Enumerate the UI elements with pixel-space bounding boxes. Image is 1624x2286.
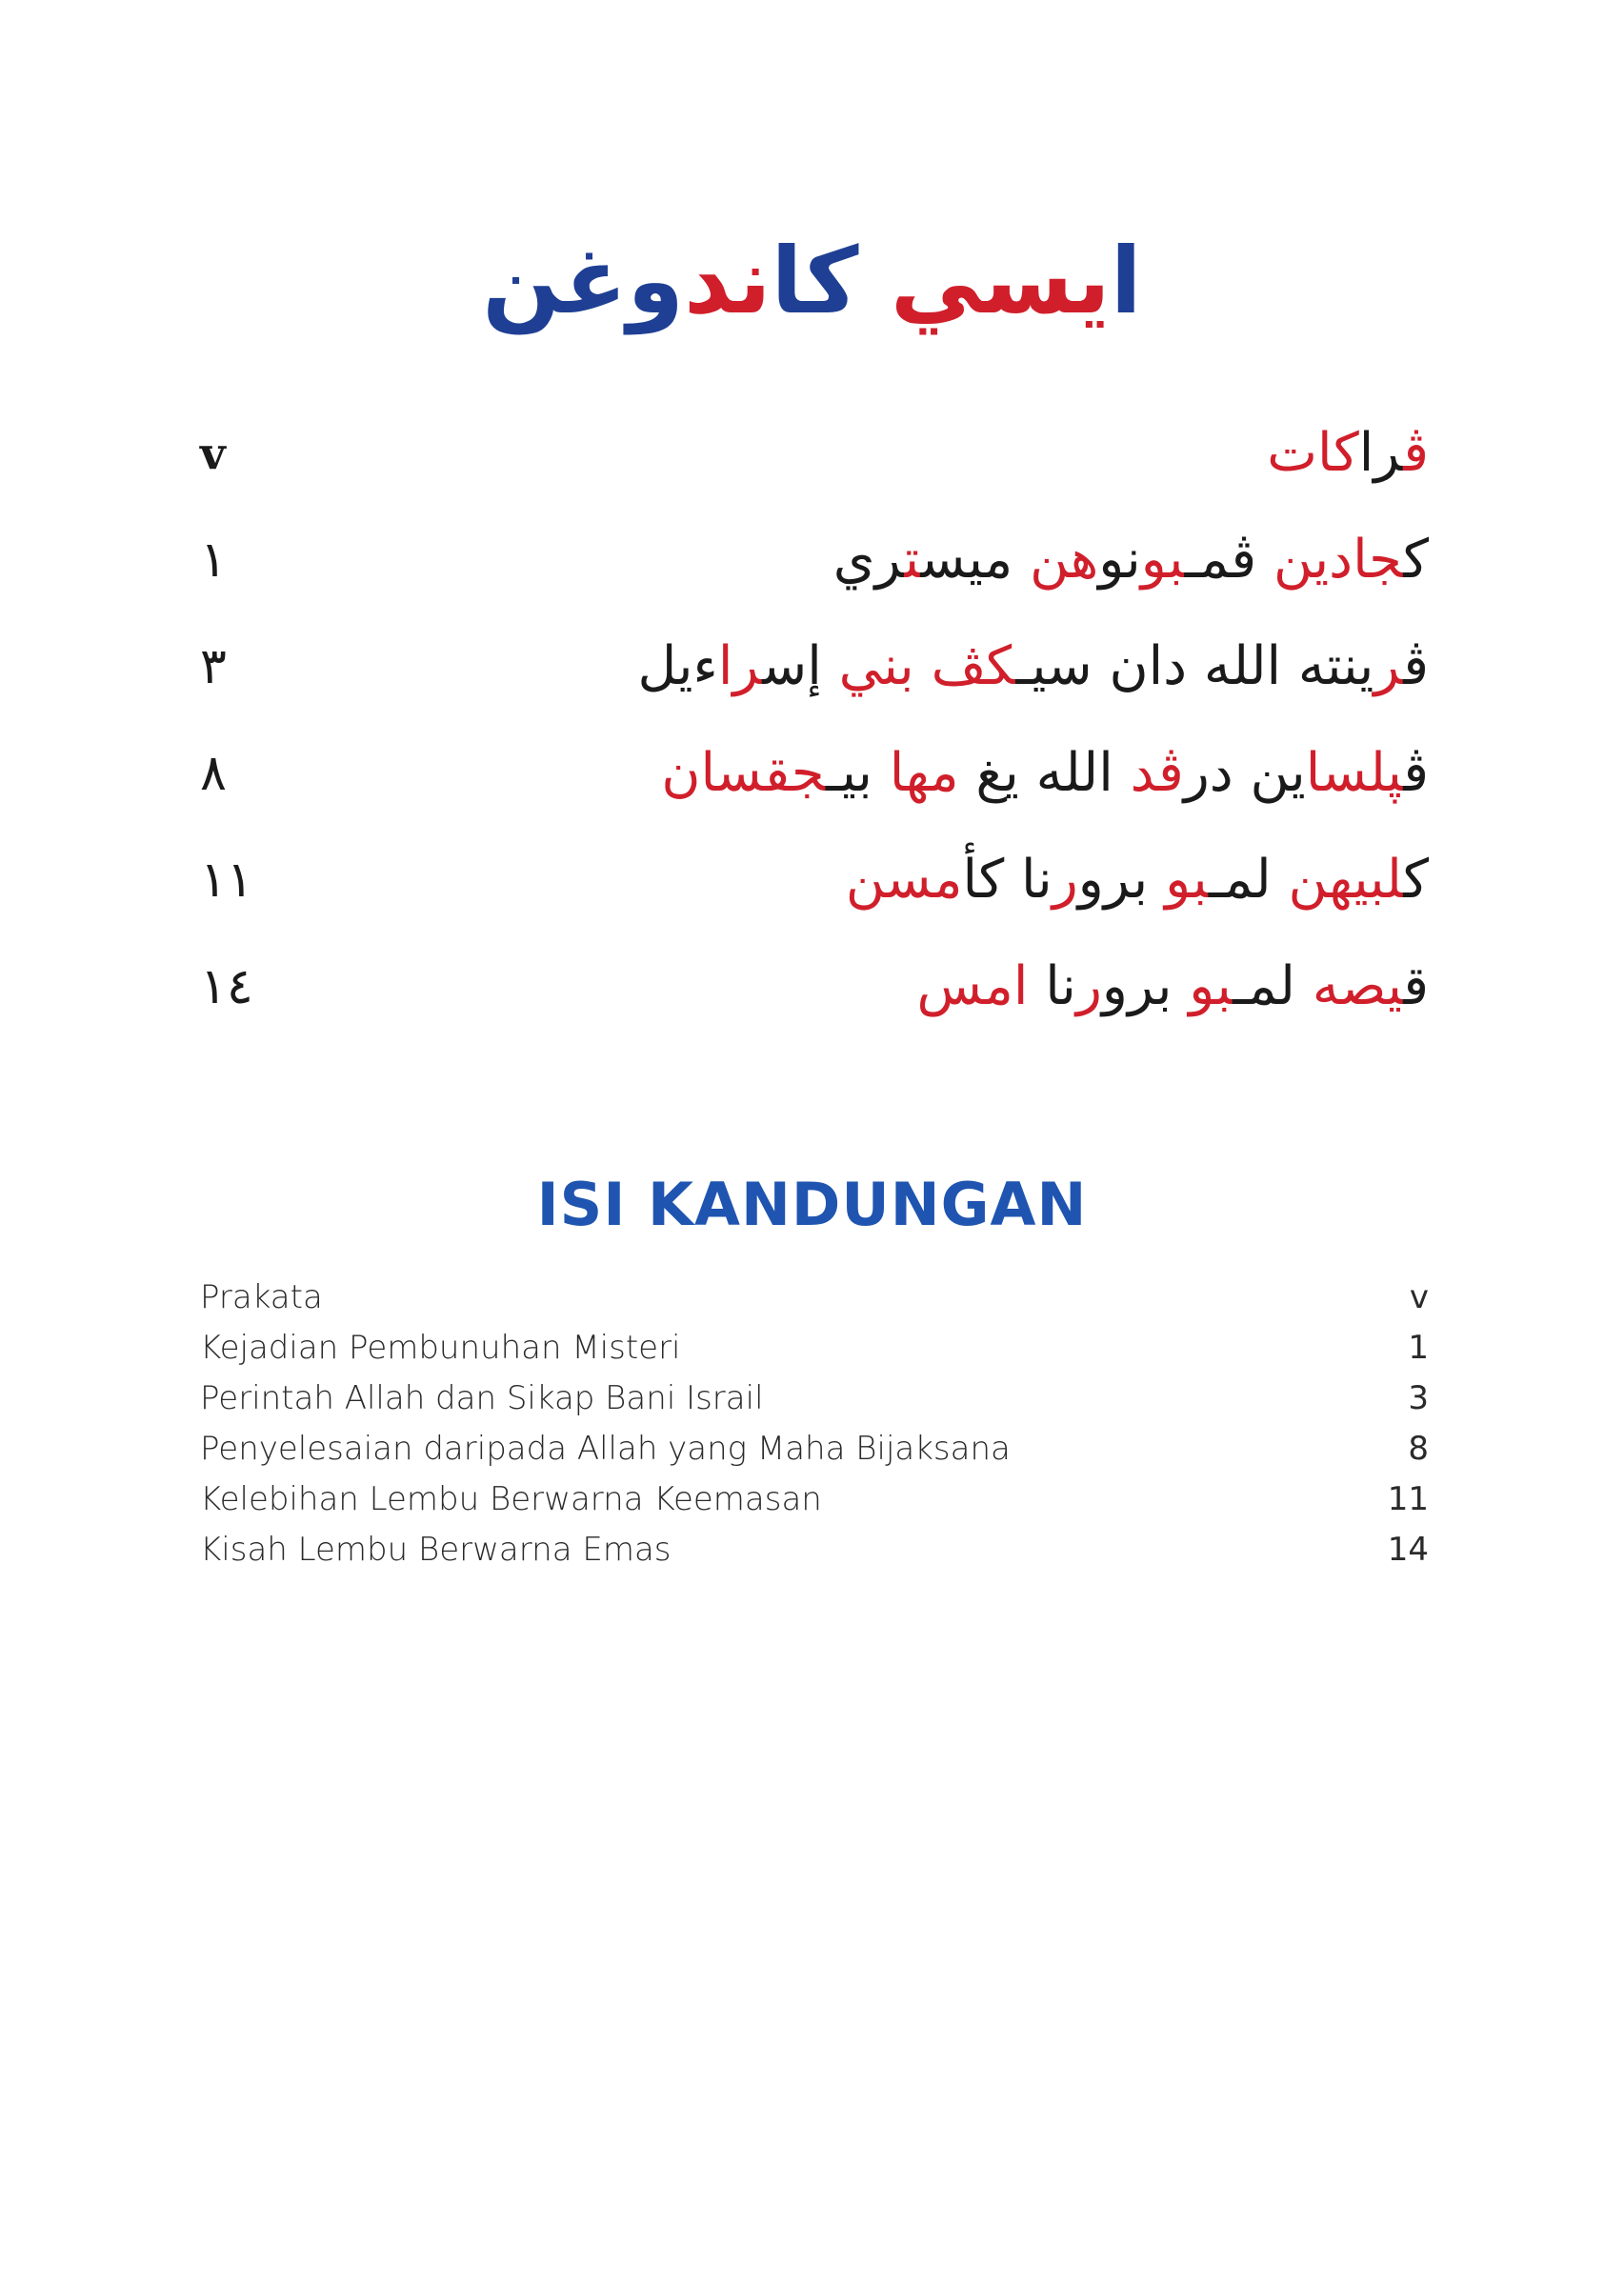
jawi-page-number: ١ — [200, 531, 227, 589]
jawi-text-seg: لبيهن — [1288, 849, 1404, 911]
jawi-text-seg: بيـ — [826, 742, 890, 804]
jawi-title-seg: كا — [771, 228, 891, 334]
jawi-text-seg: مها — [889, 742, 959, 804]
jawi-text-seg: برو — [1101, 955, 1190, 1017]
jawi-text-seg: برو — [1077, 849, 1166, 911]
rumi-contents-row — [200, 1423, 1429, 1474]
jawi-text-seg: كات — [1267, 422, 1359, 484]
jawi-text-seg: ر — [1075, 955, 1102, 1017]
rumi-contents-text: Kejadian Pembunuhan Misteri — [200, 1328, 681, 1367]
rumi-contents-row — [200, 1272, 1429, 1322]
rumi-contents-list — [200, 1272, 1429, 1574]
jawi-text-seg: هن — [1030, 529, 1099, 591]
jawi-text-seg: جادين — [1273, 529, 1404, 591]
jawi-contents-text — [833, 507, 1429, 613]
jawi-page-number: ١٤ — [200, 958, 253, 1015]
jawi-text-seg: ڤ — [1403, 422, 1429, 484]
rumi-page-number: 11 — [1387, 1479, 1429, 1518]
jawi-text-seg: الله يغ — [958, 742, 1131, 804]
jawi-text-seg: ن — [661, 742, 701, 804]
jawi-contents-row — [200, 400, 1429, 507]
jawi-text-seg: يصه — [1312, 955, 1404, 1017]
rumi-page-number: 1 — [1408, 1328, 1429, 1367]
jawi-text-seg: ك — [1403, 529, 1429, 591]
rumi-page-number: v — [1409, 1277, 1429, 1316]
rumi-contents-row — [200, 1373, 1429, 1423]
jawi-text-seg: نو — [1098, 529, 1141, 591]
jawi-contents-row — [200, 613, 1429, 720]
jawi-text-seg — [914, 635, 932, 697]
jawi-text-seg: ڤ — [1403, 635, 1429, 697]
jawi-text-seg: ري — [832, 529, 905, 591]
jawi-contents-row — [200, 933, 1429, 1040]
rumi-contents-title: ISI KANDUNGAN — [536, 1170, 1088, 1239]
rumi-contents-row — [200, 1524, 1429, 1574]
jawi-text-seg: ڤد — [1130, 742, 1184, 804]
jawi-text-seg: نا — [1028, 955, 1076, 1017]
jawi-title-seg: يسي — [890, 228, 1111, 334]
jawi-contents-row — [200, 507, 1429, 613]
jawi-text-seg: ڤ — [1403, 742, 1429, 804]
jawi-text-seg: بني — [838, 635, 914, 697]
rumi-contents-text: Kelebihan Lembu Berwarna Keemasan — [200, 1479, 822, 1518]
jawi-text-seg: ميس — [920, 529, 1031, 591]
rumi-contents-text: Prakata — [200, 1277, 323, 1316]
jawi-text-seg: ت — [904, 529, 921, 591]
jawi-contents-text — [916, 933, 1429, 1040]
jawi-page-number: ٨ — [200, 745, 227, 802]
jawi-text-seg: مسن — [845, 849, 963, 911]
jawi-text-seg: نا كأ — [962, 849, 1053, 911]
jawi-contents-text — [661, 720, 1429, 827]
jawi-page-number: v — [200, 428, 226, 479]
jawi-text-seg: ر — [1373, 635, 1404, 697]
jawi-title-seg: ا — [1110, 228, 1142, 334]
jawi-text-seg: را — [717, 635, 763, 697]
jawi-text-seg: ڽلسا — [1305, 742, 1404, 804]
jawi-text-seg: بو — [1189, 955, 1233, 1017]
rumi-page-number: 3 — [1408, 1378, 1429, 1417]
jawi-text-seg: ك — [1403, 849, 1429, 911]
jawi-text-seg: كڤ — [931, 635, 1016, 697]
jawi-text-seg: را — [1358, 422, 1404, 484]
rumi-contents-text: Perintah Allah dan Sikap Bani Israil — [200, 1378, 764, 1417]
rumi-contents-row — [200, 1322, 1429, 1373]
jawi-contents-list — [200, 400, 1429, 1040]
rumi-contents-text: Penyelesaian daripada Allah yang Maha Bijaksana — [200, 1429, 1011, 1468]
jawi-text-seg: ين در — [1183, 742, 1306, 804]
jawi-text-seg: بو — [1165, 849, 1209, 911]
jawi-contents-row — [200, 720, 1429, 827]
jawi-text-seg: بو — [1140, 529, 1185, 591]
jawi-text-seg: ق — [1403, 955, 1429, 1017]
jawi-text-seg: لمـ — [1208, 849, 1289, 911]
jawi-contents-text — [638, 613, 1430, 720]
rumi-page-number: 8 — [1408, 1429, 1429, 1468]
jawi-title-seg: وغن — [482, 228, 685, 334]
jawi-contents-text — [1267, 400, 1429, 507]
jawi-contents-text — [846, 827, 1429, 933]
rumi-contents-text: Kisah Lembu Berwarna Emas — [200, 1530, 672, 1569]
rumi-page-number: 14 — [1387, 1530, 1429, 1569]
jawi-text-seg: جقسا — [700, 742, 827, 804]
jawi-text-seg: ينته الله دان سيـ — [1015, 635, 1374, 697]
jawi-page-number: ٣ — [200, 638, 227, 695]
jawi-title — [0, 210, 1624, 352]
jawi-contents-row — [200, 827, 1429, 933]
jawi-text-seg: لمـ — [1233, 955, 1313, 1017]
jawi-text-seg: إس — [762, 635, 839, 697]
jawi-text-seg: ر — [1052, 849, 1078, 911]
jawi-text-seg: ڤمـ — [1184, 529, 1273, 591]
jawi-page-number: ١١ — [200, 852, 253, 909]
rumi-contents-row — [200, 1474, 1429, 1524]
jawi-text-seg: امس — [916, 955, 1029, 1017]
jawi-title-seg: ند — [684, 228, 772, 334]
jawi-text-seg: ءيل — [637, 635, 718, 697]
